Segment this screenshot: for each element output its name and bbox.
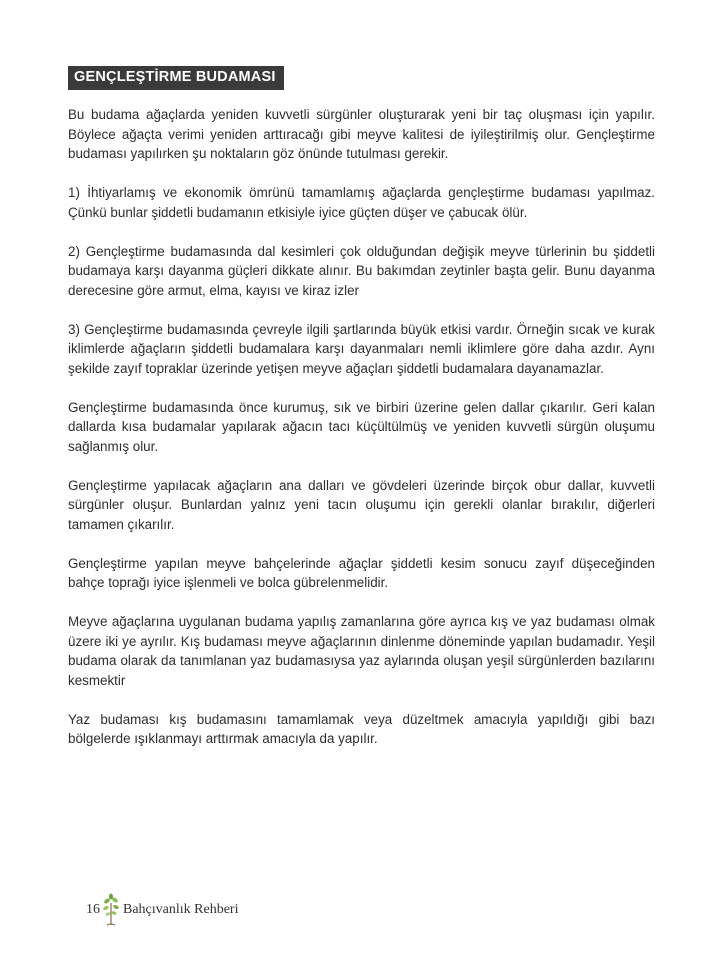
paragraph: 1) İhtiyarlamış ve ekonomik ömrünü tamamlamış ağaçlarda gençleştirme budaması yapılmaz. Çünkü bunlar şiddetli budamanın etkisiyle iyice güçten düşer ve çabucak ölür. — [68, 185, 655, 220]
page-footer — [86, 892, 238, 928]
paragraph: Gençleştirme yapılacak ağaçların ana dalları ve gövdeleri üzerinde birçok obur dallar, kuvvetli sürgünler oluşur. Bunlardan yalnız yeni tacın oluşumu için gerekli olanlar bırakılır, diğerleri tamamen çıkarılır. — [68, 477, 655, 532]
paragraph: 2) Gençleştirme budamasında dal kesimleri çok olduğundan değişik meyve türlerinin bu şiddetli budamaya karşı dayanma güçleri dikkate alınır. Bu bakımdan zeytinler başta gelir. Bunu dayanma derecesine göre armut, elma, kayısı ve kiraz izler — [68, 243, 655, 298]
book-title: Bahçıvanlık Rehberi — [123, 902, 239, 917]
paragraph: Gençleştirme budamasında önce kurumuş, sık ve birbiri üzerine gelen dallar çıkarılır. Geri kalan dallarda kısa budamalar yapılarak ağacın tacı küçültülmüş ve yeniden kuvvetli sürgün oluşumu sağlanmış olur. — [68, 399, 655, 454]
paragraph: Yaz budaması kış budamasını tamamlamak veya düzeltmek amacıyla yapıldığı gibi bazı bölgelerde ışıklanmayı arttırmak amacıyla da yapılır. — [68, 711, 655, 746]
paragraph: Gençleştirme yapılan meyve bahçelerinde ağaçlar şiddetli kesim sonucu zayıf düşeceğinden bahçe toprağı iyice işlenmeli ve bolca gübrelenmelidir. — [68, 555, 655, 590]
paragraph: 3) Gençleştirme budamasında çevreyle ilgili şartlarında büyük etkisi vardır. Örneğin sıcak ve kurak iklimlerde ağaçların şiddetli budamalara karşı dayanmaları nemli iklimlere göre daha azdır. Aynı şekilde zayıf topraklar üzerinde yetişen meyve ağaçları şiddetli budamalara dayanamazlar. — [68, 321, 655, 376]
section-heading: GENÇLEŞTİRME BUDAMASI — [68, 66, 284, 90]
body-text — [68, 105, 655, 768]
page-number: 16 — [86, 902, 100, 917]
paragraph: Bu budama ağaçlarda yeniden kuvvetli sürgünler oluşturarak yeni bir taç oluşması için yapılır. Böylece ağaçta verimi yeniden arttıracağı gibi meyve kalitesi de iyileştirilmiş olur. Gençleştirme budaması yapılırken şu noktaların göz önünde tutulması gerekir. — [68, 107, 655, 161]
sprout-icon — [101, 893, 121, 927]
paragraph: Meyve ağaçlarına uygulanan budama yapılış zamanlarına göre ayrıca kış ve yaz budaması olmak üzere iki ye ayrılır. Kış budaması meyve ağaçlarının dinlenme döneminde yapılan budamadır. Yeşil budama olarak da tanımlanan yaz budamasıysa yaz aylarında oluşan yeşil sürgünlerden bazılarını kesmektir — [68, 614, 655, 688]
